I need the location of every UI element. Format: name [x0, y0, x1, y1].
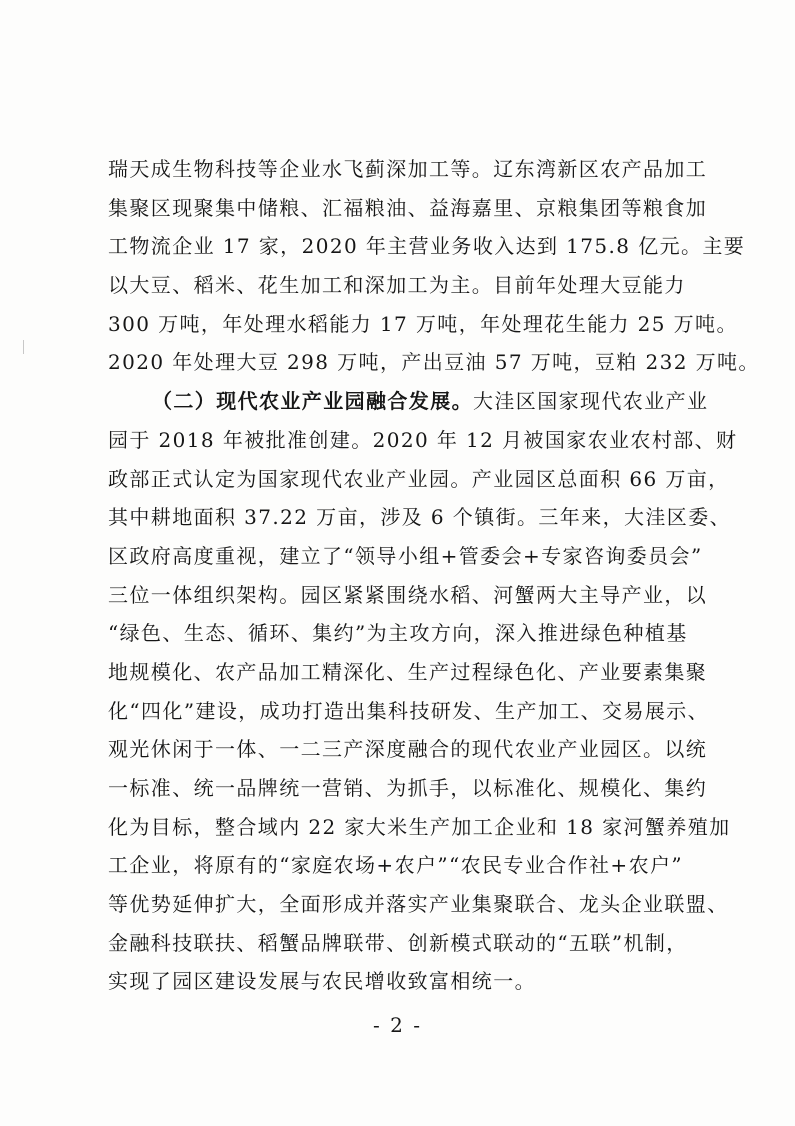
paragraph-1-line: 集聚区现聚集中储粮、汇福粮油、益海嘉里、京粮集团等粮食加: [108, 195, 708, 220]
paragraph-2-line: 等优势延伸扩大，全面形成并落实产业集聚联合、龙头企业联盟、: [108, 892, 729, 917]
paragraph-2-line: 园于 2018 年被批准创建。2020 年 12 月被国家农业农村部、财: [108, 427, 738, 452]
paragraph-2-line: “绿色、生态、循环、集约”为主攻方向，深入推进绿色种植基: [108, 621, 688, 646]
paragraph-2-line: 观光休闲于一体、一二三产深度融合的现代农业产业园区。以统: [108, 737, 708, 762]
scan-artifact-mark: [23, 340, 24, 354]
paragraph-2-line: 金融科技联扶、稻蟹品牌联带、创新模式联动的“五联”机制，: [108, 930, 688, 955]
paragraph-2-first-line-text: 大洼区国家现代农业产业: [473, 389, 709, 414]
paragraph-2-line: 三位一体组织架构。园区紧紧围绕水稻、河蟹两大主导产业，以: [108, 582, 708, 607]
paragraph-2-first-line: [108, 382, 709, 421]
paragraph-1-line: 2020 年处理大豆 298 万吨，产出豆油 57 万吨，豆粕 232 万吨。: [108, 350, 760, 375]
paragraph-2-line: 区政府高度重视，建立了“领导小组+管委会+专家咨询委员会”: [108, 543, 703, 568]
body-text: [108, 150, 760, 1001]
page-number: - 2 -: [373, 1013, 422, 1037]
paragraph-2-line: 地规模化、农产品加工精深化、生产过程绿色化、产业要素集聚: [108, 659, 708, 684]
paragraph-1-line: 300 万吨，年处理水稻能力 17 万吨，年处理花生能力 25 万吨。: [108, 311, 738, 336]
paragraph-2-line: 一标准、统一品牌统一营销、为抓手，以标准化、规模化、集约: [108, 776, 708, 800]
paragraph-1-line: 瑞天成生物科技等企业水飞蓟深加工等。辽东湾新区农产品加工: [108, 157, 708, 181]
section-heading: （二）现代农业产业园融合发展。: [152, 389, 473, 414]
paragraph-2-line: 化为目标，整合域内 22 家大米生产加工企业和 18 家河蟹养殖加: [108, 814, 731, 839]
paragraph-2-line: 实现了园区建设发展与农民增收致富相统一。: [108, 969, 536, 994]
paragraph-1-line: 以大豆、稻米、花生加工和深加工为主。目前年处理大豆能力: [108, 273, 686, 298]
paragraph-2-line: 其中耕地面积 37.22 万亩，涉及 6 个镇街。三年来，大洼区委、: [108, 505, 732, 530]
paragraph-1-line: 工物流企业 17 家，2020 年主营业务收入达到 175.8 亿元。主要: [108, 234, 746, 259]
paragraph-2-line: 化“四化”建设，成功打造出集科技研发、生产加工、交易展示、: [108, 698, 710, 723]
paragraph-2-line: 政部正式认定为国家现代农业产业园。产业园区总面积 66 万亩，: [108, 466, 730, 491]
paragraph-2-line: 工企业，将原有的“家庭农场+农户”“农民专业合作社+农户”: [108, 853, 684, 878]
